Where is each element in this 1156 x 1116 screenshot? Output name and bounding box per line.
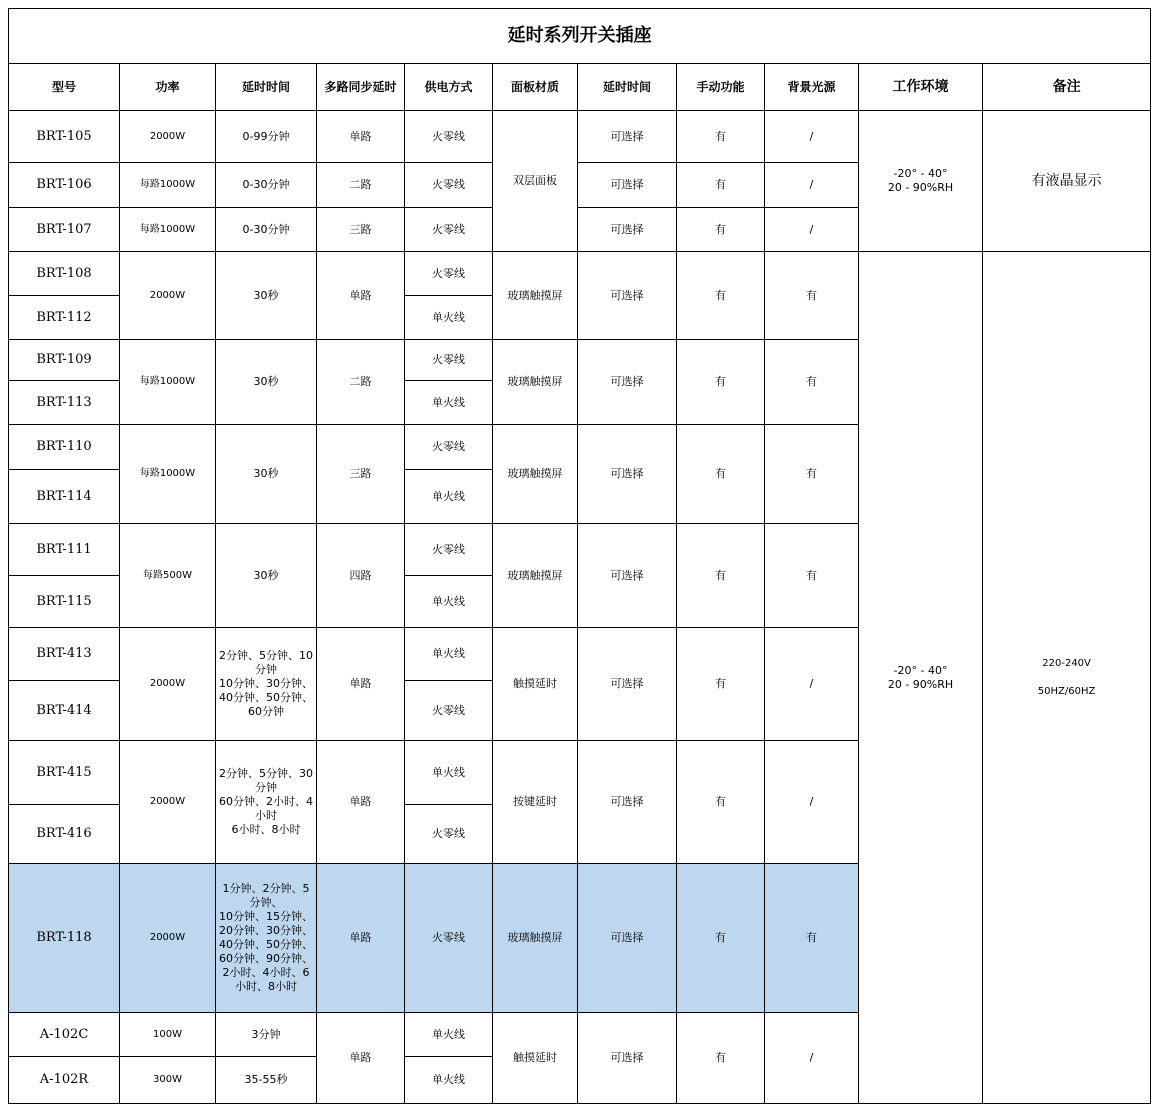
model-cell: BRT-111 (9, 524, 120, 576)
delay-cell (216, 864, 317, 1013)
timer-cell: 可选择 (578, 628, 677, 741)
remark-cell: 有液晶显示 (983, 111, 1151, 252)
timer-cell: 可选择 (578, 208, 677, 252)
supply-cell: 火零线 (405, 208, 493, 252)
model-cell: BRT-106 (9, 163, 120, 208)
manual-cell: 有 (677, 208, 765, 252)
supply-cell: 单火线 (405, 296, 493, 340)
backlight-cell: 有 (765, 524, 859, 628)
supply-cell: 单火线 (405, 381, 493, 425)
manual-cell: 有 (677, 340, 765, 425)
remark-voltage: 220-240V (1042, 657, 1091, 669)
header-manual: 手动功能 (677, 64, 765, 111)
channels-cell: 三路 (317, 425, 405, 524)
backlight-cell: / (765, 111, 859, 163)
panel-cell: 玻璃触摸屏 (493, 340, 578, 425)
delay-cell: 30秒 (216, 340, 317, 425)
environment-cell (859, 111, 983, 252)
delay-cell (216, 741, 317, 864)
timer-cell: 可选择 (578, 864, 677, 1013)
supply-cell: 火零线 (405, 163, 493, 208)
model-cell: BRT-109 (9, 340, 120, 381)
backlight-cell: / (765, 208, 859, 252)
backlight-cell: / (765, 1013, 859, 1104)
supply-cell: 火零线 (405, 681, 493, 741)
manual-cell: 有 (677, 864, 765, 1013)
delay-cell: 0-30分钟 (216, 163, 317, 208)
model-cell: BRT-415 (9, 741, 120, 805)
backlight-cell: 有 (765, 425, 859, 524)
model-cell: BRT-114 (9, 470, 120, 524)
supply-cell: 单火线 (405, 470, 493, 524)
panel-cell: 按键延时 (493, 741, 578, 864)
panel-cell: 触摸延时 (493, 1013, 578, 1104)
manual-cell: 有 (677, 111, 765, 163)
supply-cell: 单火线 (405, 576, 493, 628)
delay-cell: 3分钟 (216, 1013, 317, 1057)
header-panel: 面板材质 (493, 64, 578, 111)
channels-cell: 二路 (317, 163, 405, 208)
model-cell: A-102R (9, 1057, 120, 1104)
delay-cell (216, 628, 317, 741)
supply-cell: 火零线 (405, 864, 493, 1013)
delay-cell: 35-55秒 (216, 1057, 317, 1104)
power-cell: 300W (120, 1057, 216, 1104)
supply-cell: 火零线 (405, 340, 493, 381)
supply-cell: 火零线 (405, 805, 493, 864)
header-backlight: 背景光源 (765, 64, 859, 111)
channels-cell: 单路 (317, 628, 405, 741)
manual-cell: 有 (677, 1013, 765, 1104)
channels-cell: 单路 (317, 111, 405, 163)
supply-cell: 火零线 (405, 111, 493, 163)
channels-cell: 二路 (317, 340, 405, 425)
model-cell: BRT-112 (9, 296, 120, 340)
power-cell: 每路1000W (120, 208, 216, 252)
header-row (9, 64, 1151, 111)
timer-cell: 可选择 (578, 252, 677, 340)
backlight-cell: / (765, 628, 859, 741)
supply-cell: 火零线 (405, 252, 493, 296)
header-timer: 延时时间 (578, 64, 677, 111)
model-cell: BRT-108 (9, 252, 120, 296)
supply-cell: 单火线 (405, 1013, 493, 1057)
header-model: 型号 (9, 64, 120, 111)
header-power: 功率 (120, 64, 216, 111)
power-cell: 2000W (120, 628, 216, 741)
panel-cell: 玻璃触摸屏 (493, 524, 578, 628)
power-cell: 2000W (120, 111, 216, 163)
manual-cell: 有 (677, 741, 765, 864)
header-supply: 供电方式 (405, 64, 493, 111)
delay-text: 2分钟、5分钟、30分钟 60分钟、2小时、4小时 6小时、8小时 (219, 767, 313, 836)
panel-cell: 双层面板 (493, 111, 578, 252)
backlight-cell: / (765, 163, 859, 208)
supply-cell: 火零线 (405, 524, 493, 576)
backlight-cell: 有 (765, 340, 859, 425)
product-table (8, 8, 1151, 1104)
model-cell: BRT-113 (9, 381, 120, 425)
timer-cell: 可选择 (578, 163, 677, 208)
remark-cell (983, 252, 1151, 1104)
header-remark: 备注 (983, 64, 1151, 111)
timer-cell: 可选择 (578, 340, 677, 425)
power-cell: 每路500W (120, 524, 216, 628)
header-channels: 多路同步延时 (317, 64, 405, 111)
manual-cell: 有 (677, 252, 765, 340)
power-cell: 2000W (120, 741, 216, 864)
power-cell: 2000W (120, 864, 216, 1013)
header-delay: 延时时间 (216, 64, 317, 111)
channels-cell: 四路 (317, 524, 405, 628)
manual-cell: 有 (677, 425, 765, 524)
power-cell: 100W (120, 1013, 216, 1057)
delay-text: 1分钟、2分钟、5分钟、 10分钟、15分钟、 20分钟、30分钟、 40分钟、50分钟、 60分钟、90分钟、 2小时、4小时、6小时、8小时 (219, 882, 313, 993)
delay-cell: 0-30分钟 (216, 208, 317, 252)
timer-cell: 可选择 (578, 425, 677, 524)
model-cell: BRT-115 (9, 576, 120, 628)
timer-cell: 可选择 (578, 741, 677, 864)
channels-cell: 单路 (317, 741, 405, 864)
backlight-cell: 有 (765, 252, 859, 340)
supply-cell: 火零线 (405, 425, 493, 470)
delay-cell: 30秒 (216, 252, 317, 340)
channels-cell: 三路 (317, 208, 405, 252)
table-row (9, 111, 1151, 163)
panel-cell: 玻璃触摸屏 (493, 252, 578, 340)
timer-cell: 可选择 (578, 111, 677, 163)
panel-cell: 触摸延时 (493, 628, 578, 741)
environment-text: -20° - 40° 20 - 90%RH (887, 663, 954, 691)
channels-cell: 单路 (317, 1013, 405, 1104)
panel-cell: 玻璃触摸屏 (493, 425, 578, 524)
model-cell: BRT-105 (9, 111, 120, 163)
power-cell: 每路1000W (120, 163, 216, 208)
channels-cell: 单路 (317, 252, 405, 340)
table-title: 延时系列开关插座 (9, 9, 1151, 64)
manual-cell: 有 (677, 628, 765, 741)
table-row (9, 252, 1151, 296)
header-environment: 工作环境 (859, 64, 983, 111)
delay-cell: 30秒 (216, 524, 317, 628)
power-cell: 2000W (120, 252, 216, 340)
remark-frequency: 50HZ/60HZ (1037, 685, 1096, 697)
supply-cell: 单火线 (405, 741, 493, 805)
delay-cell: 30秒 (216, 425, 317, 524)
panel-cell: 玻璃触摸屏 (493, 864, 578, 1013)
timer-cell: 可选择 (578, 524, 677, 628)
model-cell: BRT-416 (9, 805, 120, 864)
model-cell: A-102C (9, 1013, 120, 1057)
backlight-cell: / (765, 741, 859, 864)
channels-cell: 单路 (317, 864, 405, 1013)
supply-cell: 单火线 (405, 1057, 493, 1104)
manual-cell: 有 (677, 163, 765, 208)
power-cell: 每路1000W (120, 340, 216, 425)
backlight-cell: 有 (765, 864, 859, 1013)
timer-cell: 可选择 (578, 1013, 677, 1104)
model-cell: BRT-413 (9, 628, 120, 681)
model-cell: BRT-110 (9, 425, 120, 470)
manual-cell: 有 (677, 524, 765, 628)
delay-cell: 0-99分钟 (216, 111, 317, 163)
delay-text: 2分钟、5分钟、10分钟 10分钟、30分钟、 40分钟、50分钟、 60分钟 (219, 649, 313, 718)
model-cell: BRT-414 (9, 681, 120, 741)
environment-cell (859, 252, 983, 1104)
environment-text: -20° - 40° 20 - 90%RH (887, 167, 954, 194)
model-cell: BRT-107 (9, 208, 120, 252)
supply-cell: 单火线 (405, 628, 493, 681)
power-cell: 每路1000W (120, 425, 216, 524)
model-cell: BRT-118 (9, 864, 120, 1013)
